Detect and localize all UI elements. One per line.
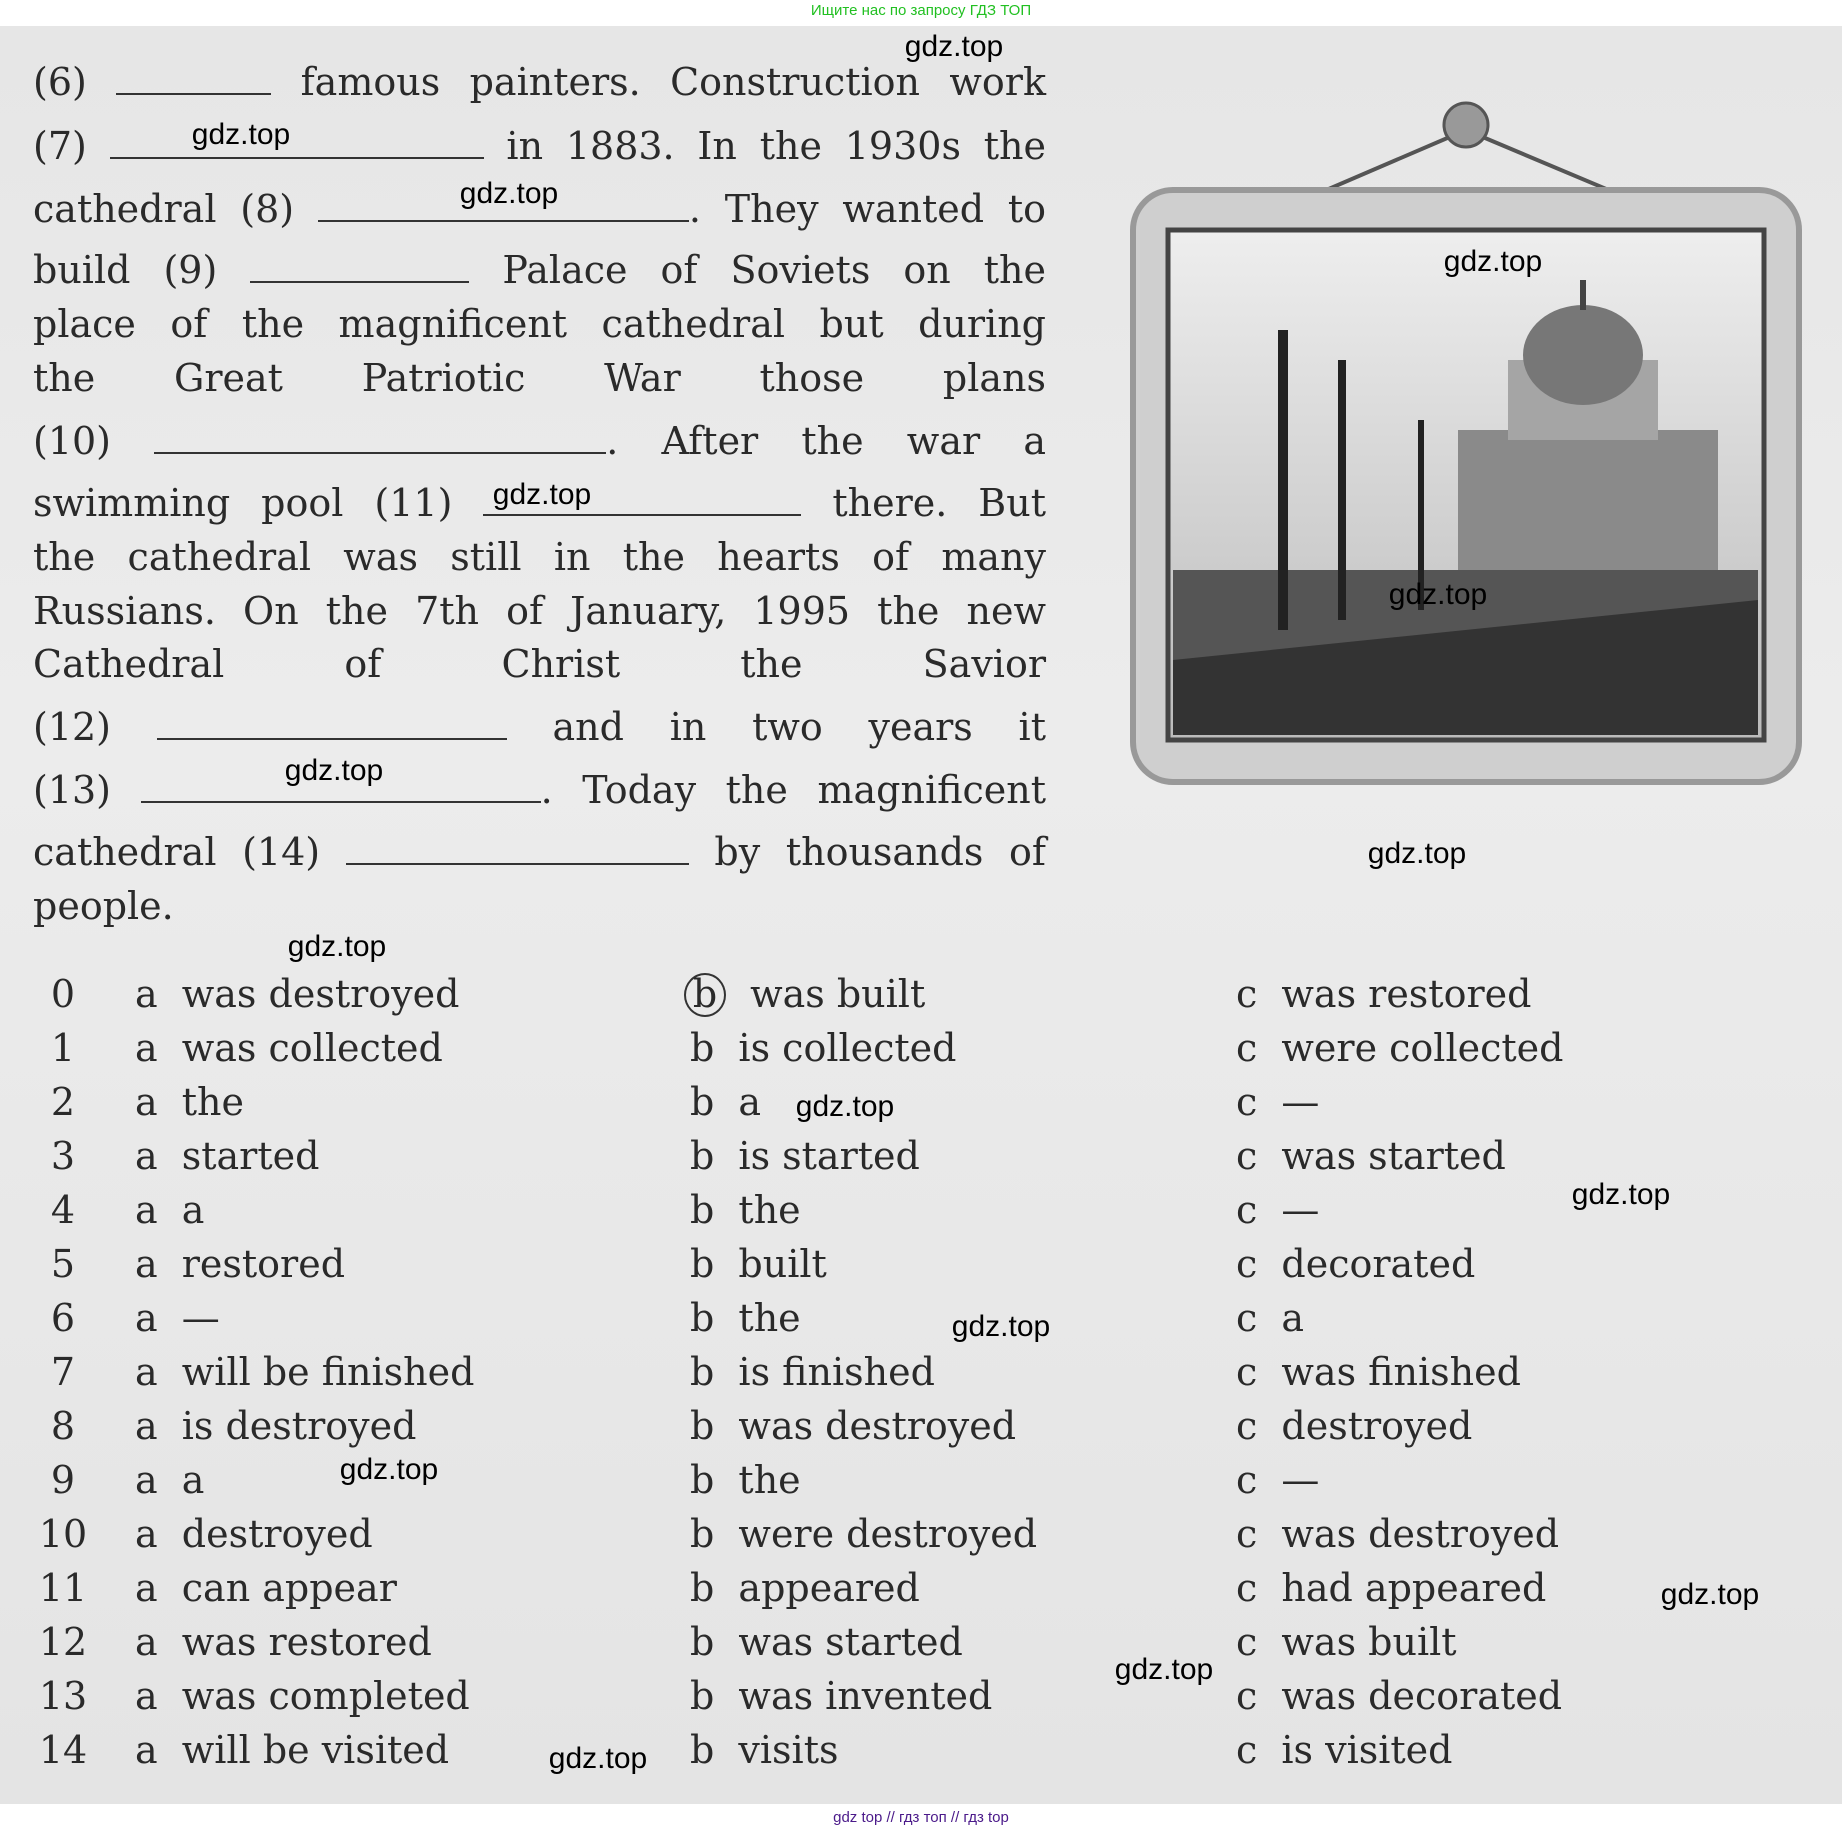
option-letter: a <box>135 1242 158 1286</box>
option-b[interactable] <box>690 1134 920 1178</box>
option-a[interactable] <box>135 1134 319 1178</box>
option-c[interactable] <box>1236 1458 1319 1502</box>
watermark-text: gdz.top <box>1443 245 1543 278</box>
text-line-11: Cathedral of Christ the Savior <box>33 642 1046 686</box>
option-b[interactable] <box>690 972 925 1017</box>
option-text: a <box>738 1080 762 1124</box>
option-text: was destroyed <box>1281 1512 1560 1556</box>
option-letter: c <box>1236 1728 1258 1772</box>
watermark-text: gdz.top <box>1660 1578 1760 1611</box>
option-text: is started <box>738 1134 920 1178</box>
text-line-14 <box>33 830 1046 874</box>
blank-10 <box>154 422 606 454</box>
text-fragment: build (9) <box>33 248 218 292</box>
option-text: is collected <box>738 1026 957 1070</box>
option-letter: b <box>690 1242 715 1286</box>
text-line-4 <box>33 248 1046 292</box>
option-letter: a <box>135 972 158 1016</box>
option-c[interactable] <box>1236 1296 1304 1340</box>
watermark-text: gdz.top <box>951 1310 1051 1343</box>
option-b[interactable] <box>690 1566 920 1610</box>
option-b[interactable] <box>690 1674 992 1718</box>
option-c[interactable] <box>1236 1026 1563 1070</box>
question-number: 1 <box>50 1026 76 1070</box>
option-letter: b <box>690 1134 715 1178</box>
text-fragment: (7) <box>33 124 87 168</box>
option-a[interactable] <box>135 972 459 1016</box>
option-letter-circled: b <box>684 973 726 1017</box>
option-text: will be visited <box>181 1728 450 1772</box>
option-c[interactable] <box>1236 972 1531 1016</box>
option-a[interactable] <box>135 1674 470 1718</box>
option-c[interactable] <box>1236 1080 1319 1124</box>
option-letter: a <box>135 1512 158 1556</box>
option-a[interactable] <box>135 1296 220 1340</box>
text-fragment: cathedral (14) <box>33 830 321 874</box>
text-fragment: by thousands of <box>714 830 1046 874</box>
option-b[interactable] <box>690 1350 935 1394</box>
watermark-text: gdz.top <box>492 478 592 511</box>
option-c[interactable] <box>1236 1404 1472 1448</box>
option-text: was destroyed <box>181 972 460 1016</box>
option-b[interactable] <box>690 1188 801 1232</box>
option-letter: c <box>1236 1080 1258 1124</box>
watermark-text: gdz.top <box>284 754 384 787</box>
option-text: was invented <box>738 1674 993 1718</box>
option-text: can appear <box>181 1566 397 1610</box>
option-letter: a <box>135 1134 158 1178</box>
text-line-5: place of the magnificent cathedral but during <box>33 302 1046 346</box>
option-letter: a <box>135 1566 158 1610</box>
option-b[interactable] <box>690 1512 1037 1556</box>
text-line-13 <box>33 768 1046 812</box>
text-line-6: the Great Patriotic War those plans <box>33 356 1046 400</box>
option-b[interactable] <box>690 1026 956 1070</box>
option-letter: a <box>135 1620 158 1664</box>
option-letter: a <box>135 1080 158 1124</box>
question-number: 7 <box>50 1350 76 1394</box>
text-line-15: people. <box>33 884 174 928</box>
watermark-text: gdz.top <box>339 1453 439 1486</box>
option-b[interactable] <box>690 1242 827 1286</box>
option-letter: b <box>690 1350 715 1394</box>
text-fragment: there. But <box>832 481 1046 525</box>
option-text: were destroyed <box>738 1512 1038 1556</box>
option-text: the <box>181 1080 244 1124</box>
text-fragment: and in two years it <box>552 705 1046 749</box>
option-letter: a <box>135 1458 158 1502</box>
option-letter: c <box>1236 1188 1258 1232</box>
text-line-10: Russians. On the 7th of January, 1995 the new <box>33 589 1046 633</box>
question-number: 6 <box>50 1296 76 1340</box>
blank-6 <box>116 63 271 95</box>
text-fragment: (12) <box>33 705 112 749</box>
option-text: a <box>181 1458 205 1502</box>
option-a[interactable] <box>135 1620 432 1664</box>
option-letter: b <box>690 1188 715 1232</box>
question-number: 13 <box>38 1674 88 1718</box>
text-fragment: swimming pool (11) <box>33 481 453 525</box>
watermark-text: gdz.top <box>191 118 291 151</box>
text-line-9: the cathedral was still in the hearts of many <box>33 535 1046 579</box>
option-text: decorated <box>1281 1242 1476 1286</box>
watermark-text: gdz.top <box>287 930 387 963</box>
option-text: was decorated <box>1281 1674 1563 1718</box>
text-fragment: in 1883. In the 1930s the <box>506 124 1046 168</box>
question-number: 8 <box>50 1404 76 1448</box>
option-letter: c <box>1236 1404 1258 1448</box>
option-letter: b <box>690 1566 715 1610</box>
option-text: will be finished <box>181 1350 475 1394</box>
option-text: the <box>738 1458 801 1502</box>
option-text: is visited <box>1281 1728 1453 1772</box>
option-a[interactable] <box>135 1026 443 1070</box>
option-text: a <box>181 1188 205 1232</box>
option-text: the <box>738 1188 801 1232</box>
option-text: — <box>1281 1080 1320 1124</box>
question-number: 3 <box>50 1134 76 1178</box>
question-number: 2 <box>50 1080 76 1124</box>
option-text: was destroyed <box>738 1404 1017 1448</box>
option-letter: a <box>135 1728 158 1772</box>
option-text: were collected <box>1281 1026 1564 1070</box>
option-letter: c <box>1236 1134 1258 1178</box>
text-line-7 <box>33 419 1046 463</box>
option-letter: b <box>690 1458 715 1502</box>
option-a[interactable] <box>135 1566 397 1610</box>
option-text: is finished <box>738 1350 935 1394</box>
option-c[interactable] <box>1236 1350 1521 1394</box>
blank-9 <box>250 251 469 283</box>
option-letter: a <box>135 1296 158 1340</box>
option-letter: c <box>1236 1458 1258 1502</box>
option-letter: a <box>135 1188 158 1232</box>
option-letter: b <box>690 1512 715 1556</box>
option-text: appeared <box>738 1566 920 1610</box>
text-fragment: (6) <box>33 60 87 104</box>
option-text: the <box>738 1296 801 1340</box>
option-letter: c <box>1236 972 1258 1016</box>
text-fragment: . After the war a <box>606 419 1046 463</box>
option-letter: c <box>1236 1512 1258 1556</box>
option-letter: b <box>690 1026 715 1070</box>
watermark-text: gdz.top <box>1367 837 1467 870</box>
option-letter: b <box>690 1404 715 1448</box>
text-fragment: (10) <box>33 419 112 463</box>
question-number: 11 <box>38 1566 88 1610</box>
option-a[interactable] <box>135 1458 204 1502</box>
question-number: 5 <box>50 1242 76 1286</box>
option-b[interactable] <box>690 1296 801 1340</box>
option-letter: b <box>690 1728 715 1772</box>
option-c[interactable] <box>1236 1674 1562 1718</box>
text-line-2 <box>33 124 1046 168</box>
option-letter: c <box>1236 1674 1258 1718</box>
blank-14 <box>346 833 689 865</box>
option-b[interactable] <box>690 1458 801 1502</box>
question-number: 14 <box>38 1728 88 1772</box>
option-text: — <box>1281 1458 1320 1502</box>
option-b[interactable] <box>690 1728 838 1772</box>
option-letter: c <box>1236 1620 1258 1664</box>
bottom-banner[interactable]: gdz top // гдз топ // гдз top <box>833 1809 1009 1826</box>
option-c[interactable] <box>1236 1134 1506 1178</box>
option-text: — <box>181 1296 220 1340</box>
watermark-text: gdz.top <box>1114 1653 1214 1686</box>
option-letter: b <box>690 1080 715 1124</box>
option-letter: c <box>1236 1296 1258 1340</box>
option-text: was collected <box>181 1026 443 1070</box>
watermark-text: gdz.top <box>1571 1178 1671 1211</box>
option-a[interactable] <box>135 1188 204 1232</box>
option-a[interactable] <box>135 1404 416 1448</box>
question-number: 12 <box>38 1620 88 1664</box>
option-text: destroyed <box>1281 1404 1473 1448</box>
option-a[interactable] <box>135 1242 345 1286</box>
option-c[interactable] <box>1236 1566 1546 1610</box>
text-line-1 <box>33 60 1046 104</box>
option-letter: c <box>1236 1566 1258 1610</box>
option-text: had appeared <box>1281 1566 1547 1610</box>
option-c[interactable] <box>1236 1242 1475 1286</box>
option-text: a <box>1281 1296 1305 1340</box>
option-letter: a <box>135 1026 158 1070</box>
option-c[interactable] <box>1236 1188 1319 1232</box>
option-text: was restored <box>181 1620 432 1664</box>
option-c[interactable] <box>1236 1620 1457 1664</box>
option-text: restored <box>181 1242 346 1286</box>
option-text: was built <box>1281 1620 1457 1664</box>
watermark-text: gdz.top <box>904 30 1004 63</box>
option-a[interactable] <box>135 1080 244 1124</box>
option-letter: c <box>1236 1350 1258 1394</box>
option-text: was completed <box>181 1674 470 1718</box>
option-letter: c <box>1236 1242 1258 1286</box>
option-text: was started <box>738 1620 963 1664</box>
watermark-text: gdz.top <box>548 1742 648 1775</box>
watermark-text: gdz.top <box>459 177 559 210</box>
watermark-text: gdz.top <box>795 1090 895 1123</box>
option-b[interactable] <box>690 1404 1016 1448</box>
text-fragment: (13) <box>33 768 112 812</box>
option-b[interactable] <box>690 1080 761 1124</box>
option-text: was finished <box>1281 1350 1521 1394</box>
question-number: 4 <box>50 1188 76 1232</box>
question-number: 9 <box>50 1458 76 1502</box>
option-c[interactable] <box>1236 1512 1559 1556</box>
text-fragment: famous painters. Construction work <box>300 60 1046 104</box>
option-text: was restored <box>1281 972 1532 1016</box>
option-a[interactable] <box>135 1512 373 1556</box>
question-number: 0 <box>50 972 76 1016</box>
text-fragment: Palace of Soviets on the <box>502 248 1046 292</box>
option-letter: b <box>690 1296 715 1340</box>
option-a[interactable] <box>135 1728 449 1772</box>
option-text: is destroyed <box>181 1404 417 1448</box>
top-banner[interactable]: Ищите нас по запросу ГДЗ ТОП <box>810 2 1032 19</box>
blank-7 <box>110 127 484 159</box>
option-letter: b <box>690 1674 715 1718</box>
text-line-12 <box>33 705 1046 749</box>
option-b[interactable] <box>690 1620 963 1664</box>
option-text: — <box>1281 1188 1320 1232</box>
option-letter: a <box>135 1404 158 1448</box>
cathedral-photo <box>1128 100 1804 787</box>
option-letter: b <box>690 1620 715 1664</box>
option-letter: c <box>1236 1026 1258 1070</box>
option-text: was started <box>1281 1134 1506 1178</box>
option-text: was built <box>750 972 926 1016</box>
text-fragment: . They wanted to <box>688 187 1046 231</box>
option-text: built <box>738 1242 827 1286</box>
blank-12 <box>157 708 507 740</box>
text-fragment: cathedral (8) <box>33 187 295 231</box>
option-text: visits <box>738 1728 839 1772</box>
option-text: started <box>181 1134 320 1178</box>
option-text: destroyed <box>181 1512 373 1556</box>
option-letter: a <box>135 1350 158 1394</box>
option-c[interactable] <box>1236 1728 1452 1772</box>
option-letter: a <box>135 1674 158 1718</box>
option-a[interactable] <box>135 1350 474 1394</box>
text-fragment: . Today the magnificent <box>540 768 1046 812</box>
watermark-text: gdz.top <box>1388 578 1488 611</box>
question-number: 10 <box>38 1512 88 1556</box>
